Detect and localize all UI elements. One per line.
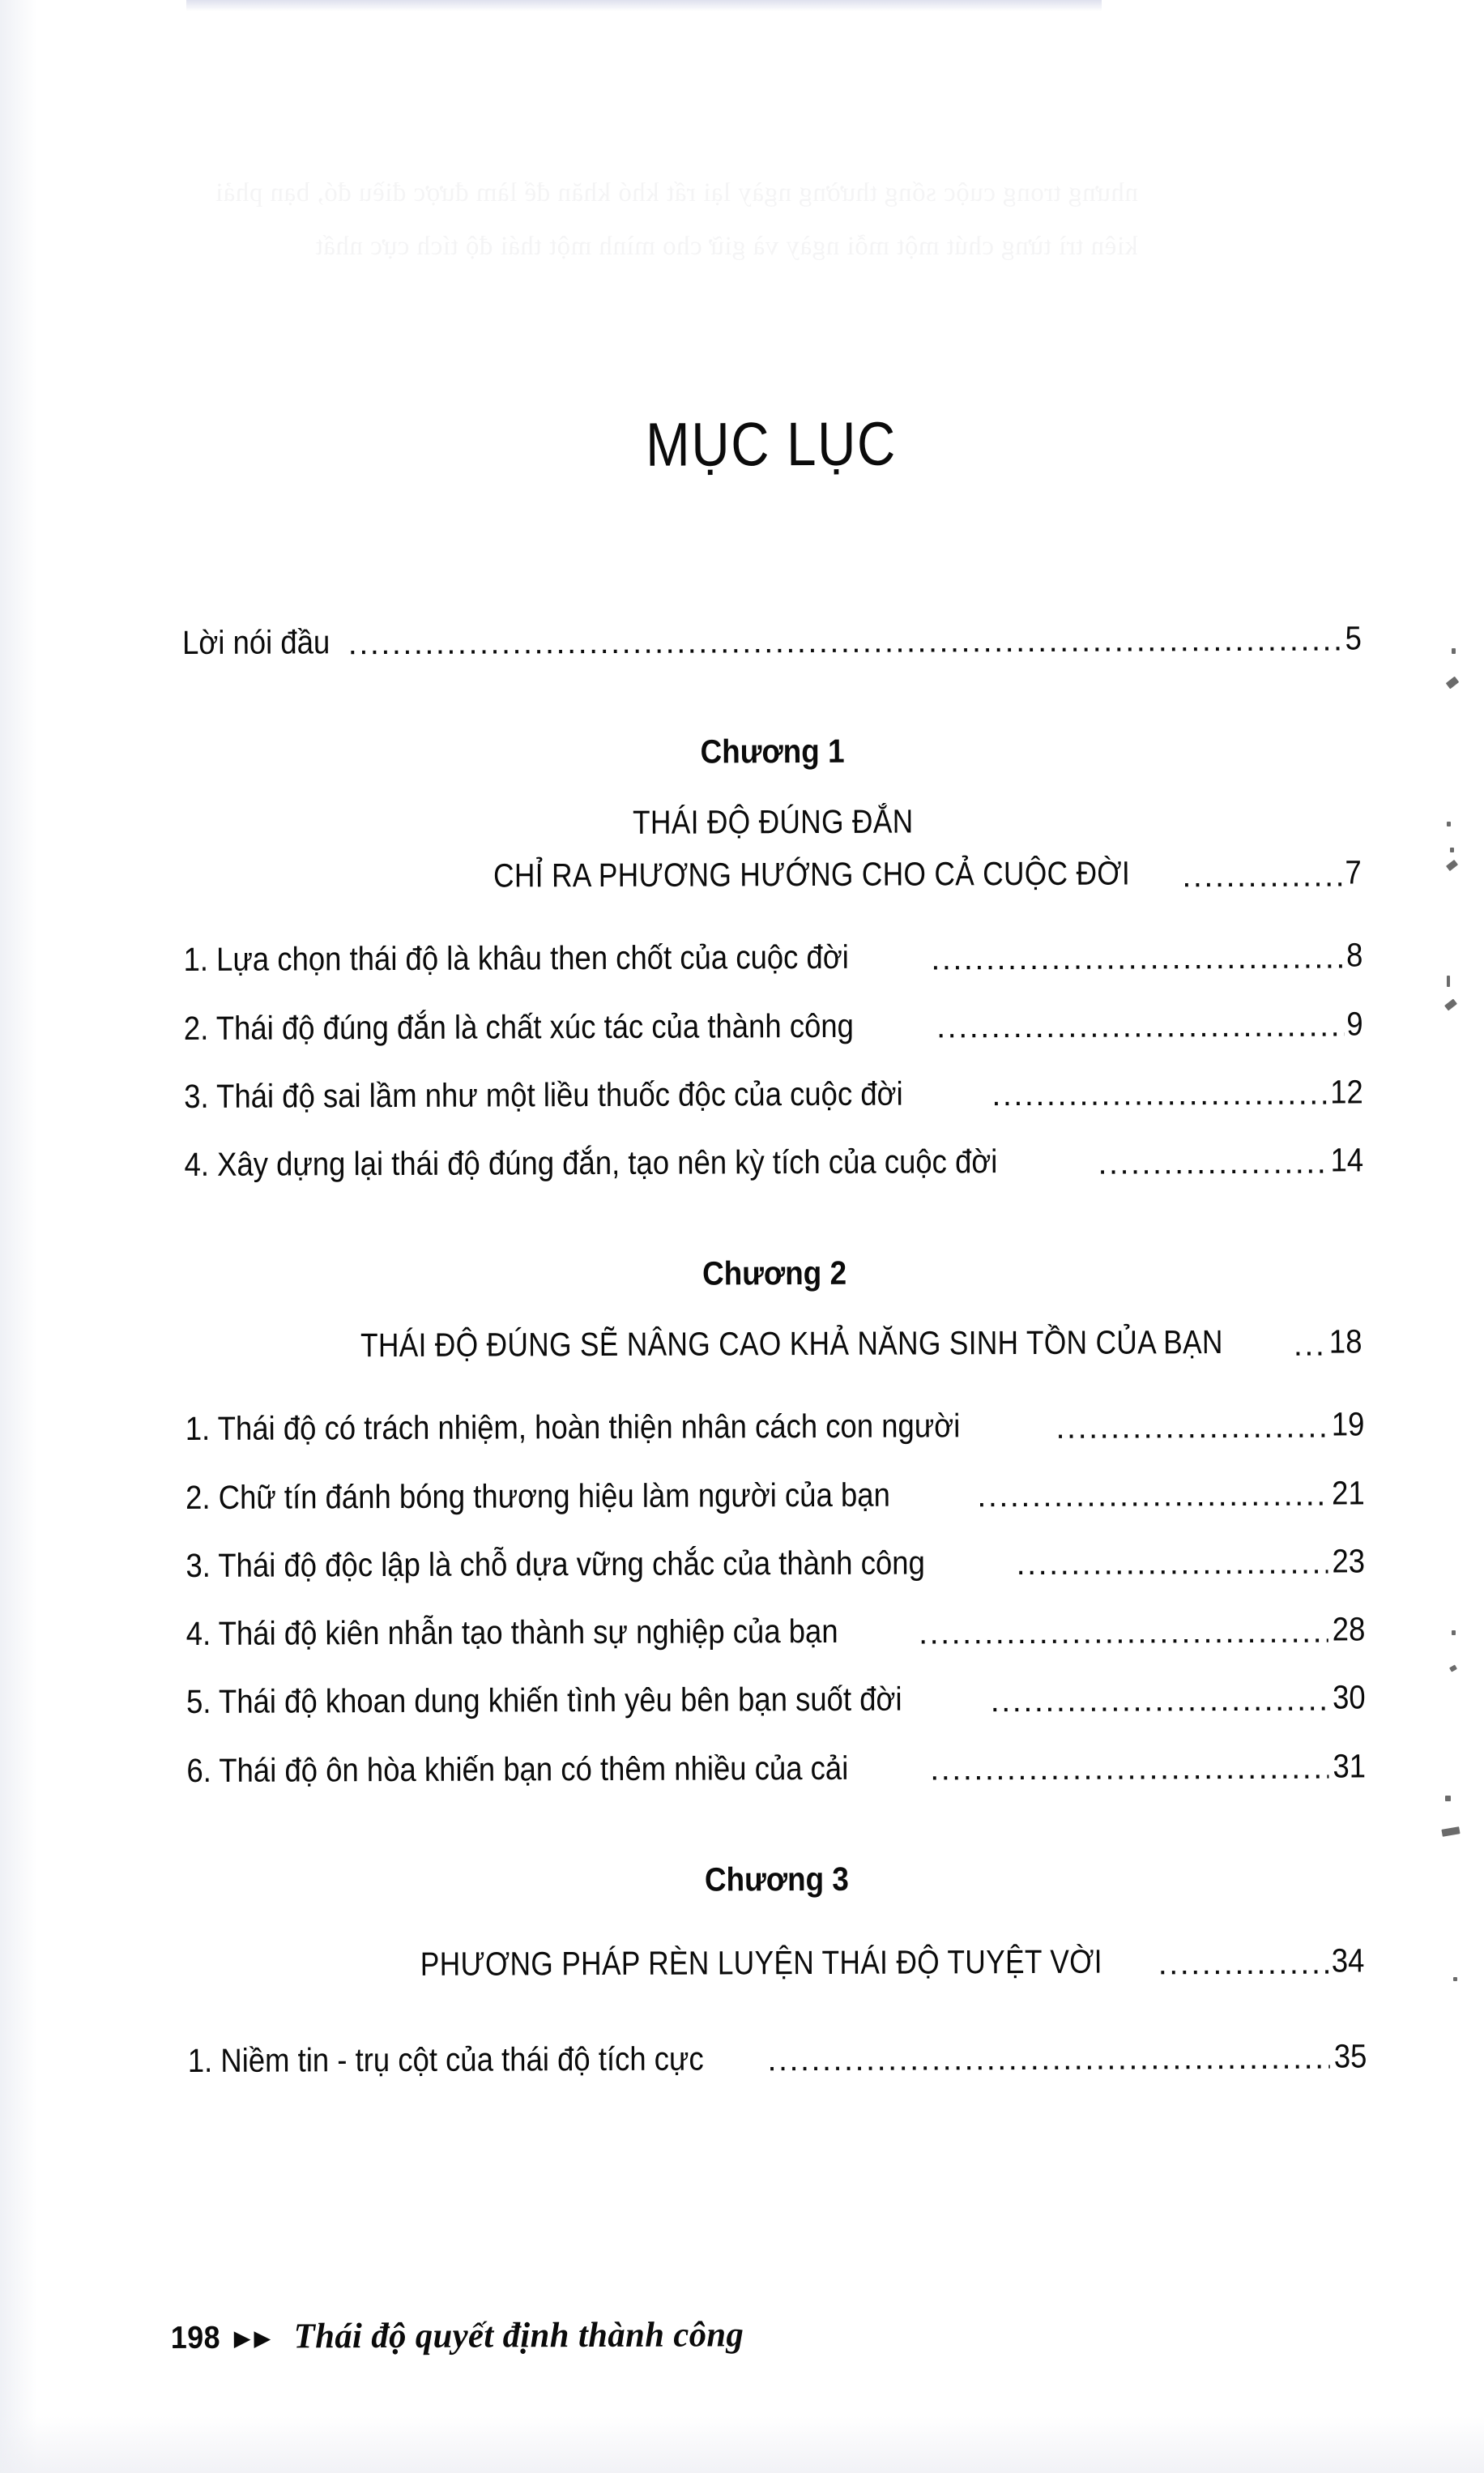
dot-leader [1294, 1332, 1328, 1361]
chapter-title-line2: CHỈ RA PHƯƠNG HƯỚNG CHO CẢ CUỘC ĐỜI [493, 854, 1131, 895]
dot-leader [977, 1481, 1328, 1512]
dot-leader [348, 627, 1344, 660]
toc-item-page: 8 [1346, 936, 1363, 974]
dot-leader [1055, 1413, 1328, 1443]
toc-item-2-2[interactable] [186, 1475, 1365, 1515]
toc-item-page: 19 [1332, 1405, 1365, 1443]
toc-item-label: 2. Thái độ đúng đắn là chất xúc tác của thành công [183, 1006, 854, 1047]
dot-leader [930, 1754, 1329, 1785]
toc-item-label: 3. Thái độ độc lập là chỗ dựa vững chắc của thành công [186, 1544, 925, 1584]
chapter-title-line2-row-1[interactable] [183, 854, 1362, 897]
dot-leader [1158, 1950, 1330, 1980]
dot-leader [991, 1686, 1329, 1717]
scan-edge-specks [1409, 0, 1484, 2473]
toc-item-1-3[interactable] [184, 1074, 1363, 1114]
page-footer [168, 2313, 751, 2357]
chapter-page: 34 [1332, 1941, 1365, 1980]
dot-leader [1098, 1149, 1327, 1179]
chapter-number-3: Chương 3 [704, 1860, 849, 1899]
toc-entry-label: Lời nói đầu [181, 623, 330, 661]
dot-leader [931, 944, 1345, 975]
toc-entry-preface[interactable] [182, 620, 1362, 660]
toc-item-label: 6. Thái độ ôn hòa khiến bạn có thêm nhiều của cải [186, 1749, 849, 1789]
toc-item-label: 4. Thái độ kiên nhẫn tạo thành sự nghiệp của bạn [186, 1612, 838, 1653]
double-triangle-icon: ▶▶ [233, 2326, 275, 2351]
toc-item-page: 21 [1332, 1473, 1366, 1512]
toc-item-page: 9 [1346, 1004, 1363, 1043]
toc-item-page: 28 [1333, 1610, 1366, 1648]
toc-item-label: 1. Thái độ có trách nhiệm, hoàn thiện nhân cách con người [185, 1407, 961, 1448]
toc-item-page: 35 [1334, 2037, 1367, 2075]
chapter-page: 18 [1329, 1322, 1362, 1360]
toc-item-page: 23 [1332, 1542, 1366, 1580]
chapter-title-line2: PHƯƠNG PHÁP RÈN LUYỆN THÁI ĐỘ TUYỆT VỜI [420, 1942, 1103, 1983]
toc-item-page: 31 [1333, 1747, 1367, 1785]
chapter-page: 7 [1345, 853, 1362, 891]
dot-leader [1017, 1550, 1328, 1581]
toc-item-3-1[interactable] [188, 2038, 1367, 2078]
toc-item-1-4[interactable] [184, 1142, 1363, 1182]
chapter-title-line2-row-2[interactable] [185, 1323, 1364, 1366]
toc-item-2-5[interactable] [186, 1680, 1366, 1720]
dot-leader [991, 1081, 1326, 1112]
scan-left-shadow-artifact [0, 0, 37, 2473]
chapter-title-line1-row-1 [183, 801, 1362, 844]
chapter-title-line2-row-3[interactable] [187, 1941, 1367, 1984]
toc-item-2-4[interactable] [186, 1612, 1366, 1652]
folio-page-number: 198 [170, 2320, 221, 2356]
dot-leader [1182, 863, 1344, 893]
chapter-title-line2: THÁI ĐỘ ĐÚNG SẼ NÂNG CAO KHẢ NĂNG SINH TỒN CỦA BẠN [360, 1323, 1224, 1365]
toc-item-label: 4. Xây dựng lại thái độ đúng đắn, tạo nên kỳ tích của cuộc đời [184, 1143, 998, 1184]
scan-bottom-shadow-artifact [0, 2416, 1484, 2473]
toc-item-2-6[interactable] [186, 1748, 1366, 1788]
toc-item-2-3[interactable] [186, 1543, 1365, 1583]
toc-item-page: 14 [1330, 1141, 1364, 1179]
toc-item-label: 2. Chữ tín đánh bóng thương hiệu làm người của bạn [186, 1476, 890, 1516]
toc-item-1-2[interactable] [184, 1006, 1363, 1046]
toc-content [180, 0, 1367, 2078]
page-title: MỤC LỤC [646, 409, 898, 480]
chapter-number-1: Chương 1 [700, 733, 845, 771]
toc-item-page: 30 [1333, 1678, 1367, 1716]
dot-leader [919, 1618, 1328, 1649]
chapter-title-line1: THÁI ĐỘ ĐÚNG ĐẮN [632, 802, 914, 842]
toc-item-label: 3. Thái độ sai lầm như một liều thuốc độc của cuộc đời [184, 1074, 903, 1115]
toc-entry-page: 5 [1345, 619, 1362, 657]
toc-item-label: 1. Niềm tin - trụ cột của thái độ tích cực [187, 2039, 704, 2079]
toc-item-page: 12 [1330, 1073, 1364, 1111]
dot-leader [936, 1012, 1345, 1043]
dot-leader [767, 2045, 1330, 2077]
toc-item-label: 5. Thái độ khoan dung khiến tình yêu bên bạn suốt đời [186, 1680, 902, 1721]
running-book-title: Thái độ quyết định thành công [293, 2314, 744, 2356]
toc-item-1-1[interactable] [183, 938, 1362, 978]
toc-item-2-1[interactable] [186, 1407, 1365, 1447]
toc-item-label: 1. Lựa chọn thái độ là khâu then chốt của cuộc đời [183, 938, 849, 979]
chapter-number-2: Chương 2 [701, 1254, 847, 1292]
